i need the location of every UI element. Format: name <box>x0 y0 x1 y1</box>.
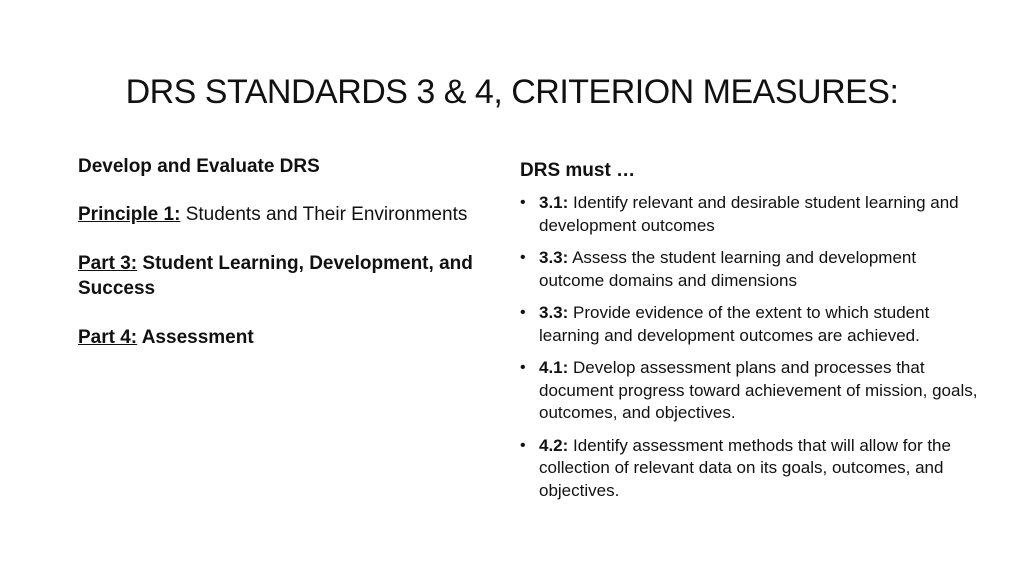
principle-block <box>78 202 508 227</box>
list-item <box>520 302 980 347</box>
right-column <box>520 158 980 512</box>
part3-text: Student Learning, Development, and Success <box>78 253 473 299</box>
slide-title: DRS STANDARDS 3 & 4, CRITERION MEASURES: <box>125 73 899 111</box>
criterion-text: Assess the student learning and development outcome domains and dimensions <box>539 248 917 290</box>
criterion-code: 4.1: <box>539 358 569 377</box>
list-item <box>520 247 980 292</box>
criterion-text: Develop assessment plans and processes that document progress toward achievement of mission, goals, outcomes, and objectives. <box>539 358 978 422</box>
principle-label: Principle 1: <box>78 204 181 225</box>
right-heading: DRS must … <box>520 160 636 181</box>
part3-block <box>78 251 508 301</box>
criterion-code: 3.3: <box>539 248 569 267</box>
list-item <box>520 435 980 503</box>
criteria-list <box>520 192 980 502</box>
left-heading: Develop and Evaluate DRS <box>78 156 320 177</box>
criterion-code: 4.2: <box>539 435 569 455</box>
part4-label: Part 4: <box>78 327 138 348</box>
criterion-text: Provide evidence of the extent to which student learning and development outcomes are achieved. <box>539 303 930 345</box>
criterion-text: Identify relevant and desirable student learning and development outcomes <box>539 193 959 235</box>
list-item <box>520 357 980 425</box>
principle-text: Students and Their Environments <box>180 204 468 225</box>
bullet-icon: • <box>520 436 526 454</box>
part4-block <box>78 325 508 350</box>
criterion-text: Identify assessment methods that will allow for the collection of relevant data on its goals, outcomes, and objectives. <box>539 435 951 500</box>
bullet-icon: • <box>520 359 526 376</box>
list-item <box>520 192 980 237</box>
bullet-icon: • <box>520 304 526 321</box>
part4-text: Assessment <box>137 327 254 348</box>
bullet-icon: • <box>520 249 526 266</box>
part3-label: Part 3: <box>78 253 138 274</box>
left-column <box>78 154 508 374</box>
bullet-icon: • <box>520 194 526 211</box>
criterion-code: 3.3: <box>539 303 569 322</box>
criterion-code: 3.1: <box>539 193 569 212</box>
